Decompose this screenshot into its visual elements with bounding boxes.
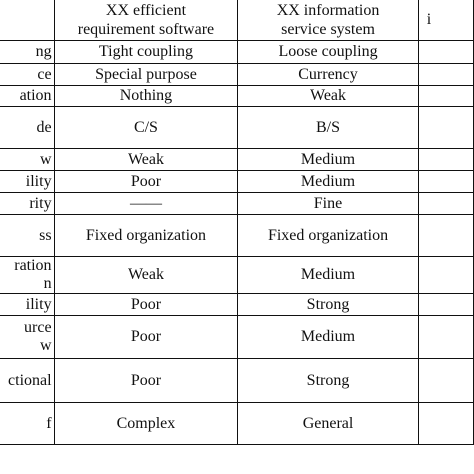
header-line: requirement software [77,20,215,38]
row-label-line: w [40,150,52,168]
table-cell-col1: Tight coupling [54,41,238,64]
header-cell-third [418,0,473,41]
table-row [0,257,474,294]
header-cell-efficient-software [54,0,238,41]
table-cell-col2: Fine [238,193,418,215]
table-cell-col2: Medium [238,316,418,359]
row-label-cell [0,316,54,359]
table-cell-col3 [418,86,473,107]
header-cell-label [0,0,54,41]
row-label-cell [0,257,54,294]
table-row [0,316,474,359]
table-cell-col2: Strong [238,294,418,316]
row-label-line: ration [14,257,52,274]
row-label-line: de [36,118,52,136]
row-label-line: ility [25,295,52,313]
table-cell-col1: Complex [54,403,238,445]
row-label-line: ctional [8,371,52,389]
header-line: service system [281,20,375,38]
table-cell-col1: Poor [54,171,238,193]
table-row [0,294,474,316]
row-label-line: w [40,337,52,354]
header-line: XX information [276,1,380,19]
row-label-cell [0,86,54,107]
table-cell-col1: Nothing [54,86,238,107]
table-cell-col2: Weak [238,86,418,107]
row-label-line: ss [39,226,52,244]
table-row [0,149,474,171]
row-label-cell [0,41,54,64]
table-cell-col2: Strong [238,359,418,403]
row-label-cell [0,64,54,86]
table-cell-col2: Medium [238,149,418,171]
table-row [0,107,474,149]
row-label-cell [0,215,54,257]
row-label-cell [0,403,54,445]
table-cell-col1: Poor [54,294,238,316]
table-cell-col2: General [238,403,418,445]
row-label-line: ng [35,43,52,60]
header-row [0,0,474,41]
table-cell-col2: Currency [238,64,418,86]
table-cell-col3 [418,403,473,445]
table-cell-col3 [418,316,473,359]
table-cell-col2: Loose coupling [238,41,418,64]
table-row [0,215,474,257]
table-cell-col3 [418,41,473,64]
table-cell-col3 [418,107,473,149]
row-label-line: ce [37,65,52,83]
table-row [0,86,474,107]
row-label-line: n [43,275,52,292]
table-row [0,193,474,215]
table-cell-col3 [418,193,473,215]
table-cell-col3 [418,171,473,193]
row-label-cell [0,294,54,316]
table-row [0,171,474,193]
row-label-cell [0,359,54,403]
table-cell-col2: Medium [238,171,418,193]
table-cell-col3 [418,257,473,294]
table-cell-col2: B/S [238,107,418,149]
table-cell-col1: Poor [54,316,238,359]
row-label-line: urce [24,319,52,336]
table-row [0,41,474,64]
table-cell-col3 [418,294,473,316]
table-row [0,403,474,445]
row-label-line: rity [29,194,52,212]
table-cell-col1: Fixed organization [54,215,238,257]
table-cell-col3 [418,215,473,257]
table-row [0,359,474,403]
row-label-cell [0,107,54,149]
table-cell-col3 [418,149,473,171]
row-label-cell [0,171,54,193]
table-cell-col1: Special purpose [54,64,238,86]
row-label-line: ation [19,87,52,104]
table-cell-col3 [418,64,473,86]
table-cell-col2: Fixed organization [238,215,418,257]
row-label-cell [0,193,54,215]
header-line: XX efficient [105,1,187,19]
table-cell-col2: Medium [238,257,418,294]
row-label-cell [0,149,54,171]
table-cell-col3 [418,359,473,403]
table-cell-col1: C/S [54,107,238,149]
table-cell-col1: —— [54,193,238,215]
row-label-line: f [46,414,52,432]
row-label-line: ility [25,172,52,190]
table-cell-col1: Weak [54,149,238,171]
table-cell-col1: Weak [54,257,238,294]
header-line: i [426,11,432,28]
table-row [0,64,474,86]
header-cell-information-system [238,0,418,41]
table-cell-col1: Poor [54,359,238,403]
